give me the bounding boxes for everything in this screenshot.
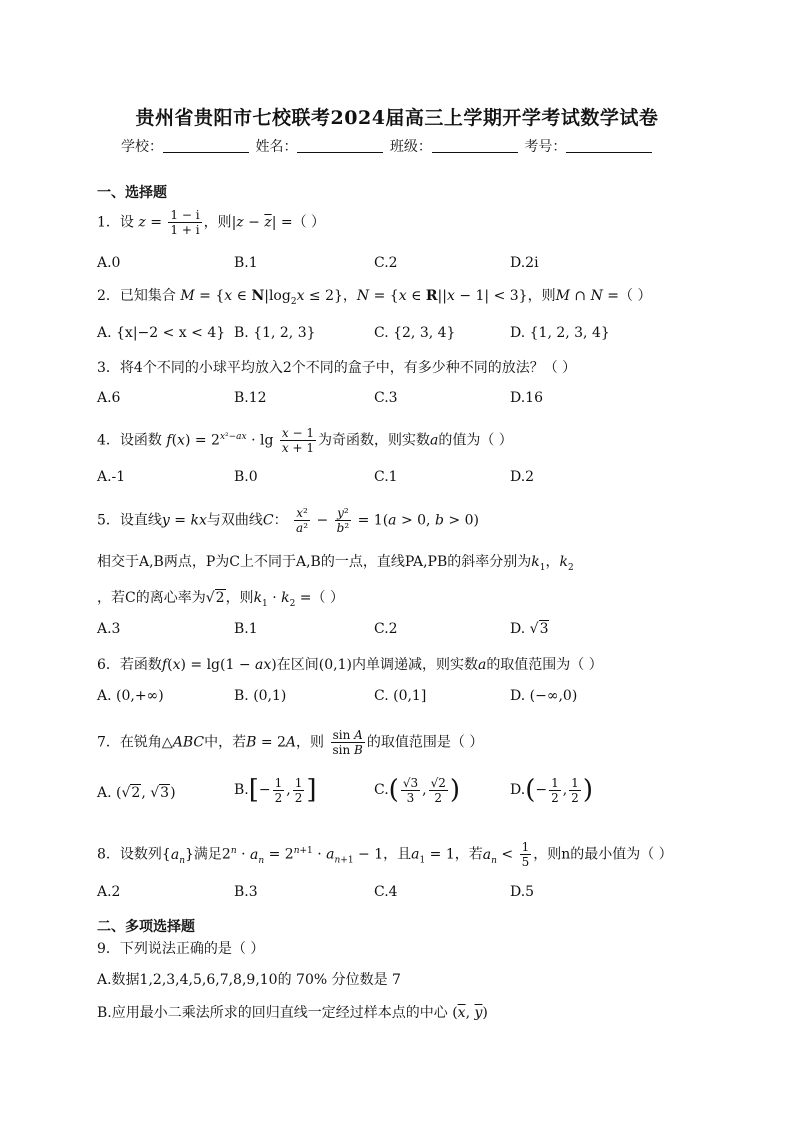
option-a[interactable]: A.-1 bbox=[97, 469, 126, 485]
question-5-line-3: ，若C的离心率为√2，则$k_1 \cdot k_2$ =（ ） bbox=[97, 590, 344, 609]
fraction: $\frac{\text{sin A}}{\text{sin B}}$ bbox=[332, 728, 363, 757]
option-d[interactable]: D. √3 bbox=[510, 621, 549, 637]
question-9-option-a[interactable]: A.数据1,2,3,4,5,6,7,8,9,10的 70% 分位数是 7 bbox=[97, 972, 401, 988]
school-blank[interactable] bbox=[163, 138, 249, 153]
option-c[interactable]: C.4 bbox=[374, 884, 398, 900]
class-label: 班级： bbox=[389, 139, 432, 155]
school-label: 学校： bbox=[121, 139, 163, 155]
question-1: 1．设 z = $\frac{1 - i}{1 + i}$ ，则$|z - \overline{z}|$ =（ ） bbox=[97, 208, 326, 237]
question-5-line-2: 相交于A,B两点，P为C上不同于A,B的一点，直线PA,PB的斜率分别为$k_1$，$k_2$ bbox=[97, 554, 574, 573]
option-a[interactable]: A.2 bbox=[97, 884, 121, 900]
options-q6 bbox=[97, 688, 697, 708]
question-7: 7．在锐角△ABC中，若B = 2A，则 $\frac{\text{sin A}}{\text{sin B}}$ 的取值范围是（ ） bbox=[97, 728, 484, 757]
options-q5 bbox=[97, 621, 697, 641]
option-a[interactable]: A. {x|−2 < x < 4} bbox=[97, 325, 226, 341]
options-q8 bbox=[97, 884, 697, 904]
fraction: $\frac{\text{y²}}{\text{b²}}$ bbox=[336, 506, 350, 535]
options-q3 bbox=[97, 390, 697, 410]
number-blank[interactable] bbox=[566, 138, 652, 153]
class-blank[interactable] bbox=[432, 138, 518, 153]
option-b[interactable]: B.1 bbox=[234, 255, 258, 271]
fraction: $\frac{1 - i}{1 + i}$ bbox=[170, 208, 200, 237]
option-b[interactable]: B.[− $\frac{1}{2}$ , $\frac{1}{2}$ ] bbox=[234, 775, 317, 805]
option-c[interactable]: C. {2, 3, 4} bbox=[374, 325, 456, 341]
number-label: 考号： bbox=[524, 139, 567, 155]
option-d[interactable]: D.5 bbox=[510, 884, 535, 900]
option-c[interactable]: C.1 bbox=[374, 469, 398, 485]
option-d[interactable]: D.2i bbox=[510, 255, 539, 271]
option-b[interactable]: B.1 bbox=[234, 621, 258, 637]
name-blank[interactable] bbox=[297, 138, 383, 153]
option-c[interactable]: C.( $\frac{√3}{3}$ , $\frac{√2}{2}$ ) bbox=[374, 775, 460, 805]
option-a[interactable]: A. (0,+∞) bbox=[97, 688, 164, 704]
option-c[interactable]: C.2 bbox=[374, 255, 398, 271]
option-b[interactable]: B.12 bbox=[234, 390, 267, 406]
option-c[interactable]: C.3 bbox=[374, 390, 398, 406]
fraction: $\frac{1}{5}$ bbox=[521, 840, 530, 869]
name-label: 姓名： bbox=[255, 139, 298, 155]
option-b[interactable]: B. {1, 2, 3} bbox=[234, 325, 316, 341]
question-4: 4．设函数 $f(x) = 2^{x^2-ax} \cdot \lg$ $\frac{x - 1}{x + 1}$ 为奇函数，则实数a的值为（ ） bbox=[97, 426, 513, 455]
option-b[interactable]: B.3 bbox=[234, 884, 258, 900]
options-q2 bbox=[97, 325, 697, 345]
option-d[interactable]: D.16 bbox=[510, 390, 543, 406]
question-6: 6．若函数f(x) = lg(1 − ax)在区间(0,1)内单调递减，则实数a的取值范围为（ ） bbox=[97, 657, 603, 673]
fraction: $\frac{x - 1}{x + 1}$ bbox=[281, 426, 314, 455]
option-c[interactable]: C. (0,1] bbox=[374, 688, 427, 704]
fraction: $\frac{\text{x²}}{\text{a²}}$ bbox=[296, 506, 309, 535]
question-8: 8．设数列$\{a_n\}$满足$2^n \cdot a_n = 2^{n+1} \cdot a_{n+1} - 1$，且$a_1 = 1$，若$a_n$ < $\frac{1}{5}$ ，则n的最小值为（ ） bbox=[97, 840, 673, 869]
option-b[interactable]: B. (0,1) bbox=[234, 688, 287, 704]
question-5: 5．设直线y = kx与双曲线C： $\frac{\text{x²}}{\text{a²}}$ − $\frac{\text{y²}}{\text{b²}}$ = 1(a > 0, b > 0) bbox=[97, 506, 479, 535]
question-2: 2．已知集合 M = {x ∈ $N|\log_2x \le 2$}，N = {x ∈ R||x − 1| < 3}，则M ∩ N =（ ） bbox=[97, 288, 652, 307]
option-a[interactable]: A.6 bbox=[97, 390, 121, 406]
option-d[interactable]: D.2 bbox=[510, 469, 535, 485]
option-a[interactable]: A.3 bbox=[97, 621, 121, 637]
student-info-line bbox=[121, 136, 654, 156]
question-9-option-b[interactable]: B.应用最小二乘法所求的回归直线一定经过样本点的中心 ($\overline{x}$, $\overline{y}$) bbox=[97, 1005, 488, 1021]
option-d[interactable]: D. (−∞,0) bbox=[510, 688, 578, 704]
question-3: 3．将4个不同的小球平均放入2个不同的盒子中，有多少种不同的放法？（ ） bbox=[97, 360, 577, 376]
section-heading-choice: 一、选择题 bbox=[97, 185, 167, 201]
options-q1 bbox=[97, 255, 697, 275]
option-a[interactable]: A.0 bbox=[97, 255, 121, 271]
question-9: 9．下列说法正确的是（ ） bbox=[97, 941, 265, 957]
options-q7 bbox=[97, 775, 697, 815]
option-a[interactable]: A. (√2, √3) bbox=[97, 785, 176, 801]
option-d[interactable]: D. {1, 2, 3, 4} bbox=[510, 325, 610, 341]
option-d[interactable]: D.(− $\frac{1}{2}$ , $\frac{1}{2}$ ) bbox=[510, 775, 593, 805]
option-c[interactable]: C.2 bbox=[374, 621, 398, 637]
page-title: 贵州省贵阳市七校联考2024届高三上学期开学考试数学试卷 bbox=[135, 107, 659, 129]
option-b[interactable]: B.0 bbox=[234, 469, 258, 485]
options-q4 bbox=[97, 469, 697, 489]
section-heading-multi: 二、多项选择题 bbox=[97, 919, 195, 935]
